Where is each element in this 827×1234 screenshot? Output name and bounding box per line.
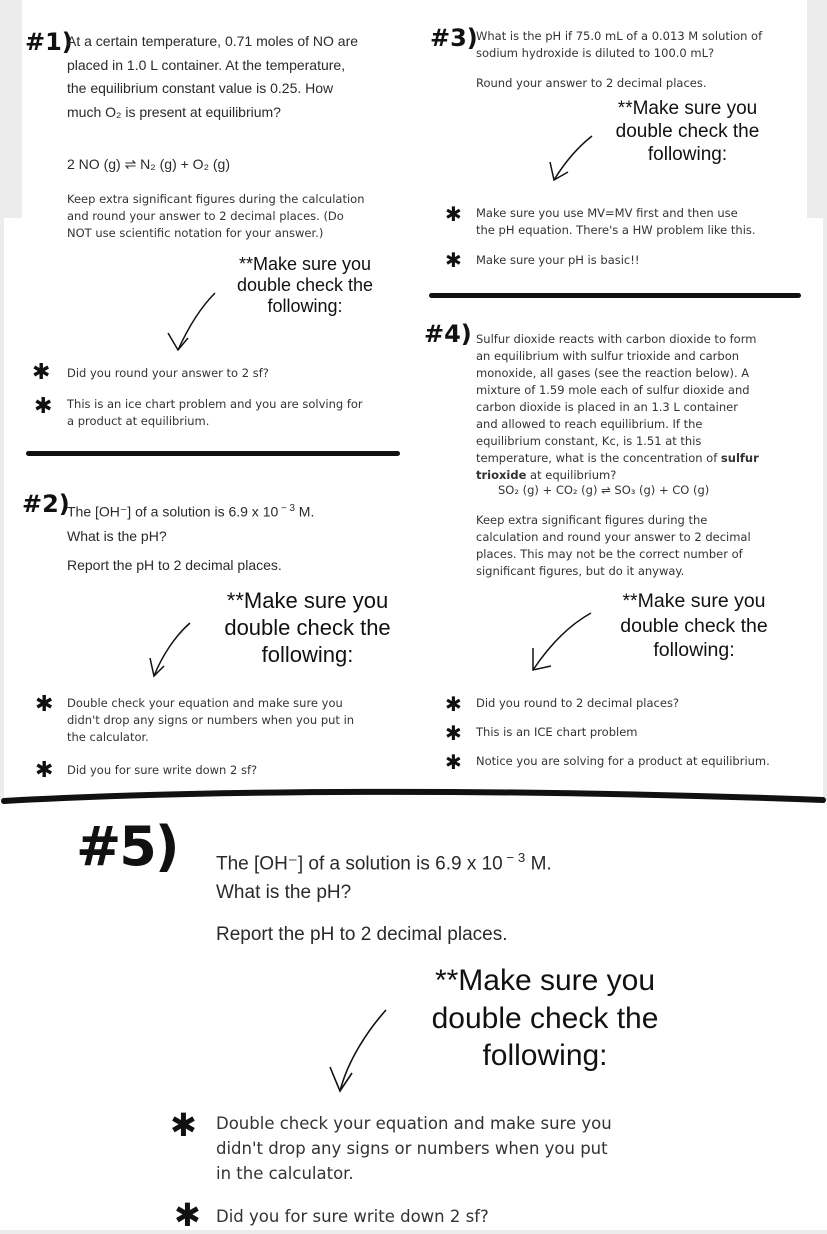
q5-check-2: Did you for sure write down 2 sf?: [216, 1207, 489, 1226]
q3-check-1: Make sure you use MV=MV first and then use the pH equation. There's a HW problem like this.: [476, 206, 756, 237]
q2-question: The [OH⁻] of a solution is 6.9 x 10 $^{- 3}$ M. What is the pH?: [67, 503, 315, 544]
q4-number: #4): [424, 320, 472, 348]
q2-check-2: Did you for sure write down 2 sf?: [67, 763, 258, 777]
asterisk-check-icon: ✱: [170, 1106, 197, 1144]
q5-question: The [OH⁻] of a solution is 6.9 x 10 $^{- 3}$ M. What is the pH?: [216, 850, 552, 904]
q3-question: What is the pH if 75.0 mL of a 0.013 M solution of sodium hydroxide is diluted to 100.0 mL?: [476, 29, 763, 60]
q4-reaction: SO₂ (g) + CO₂ (g) ⇌ SO₃ (g) + CO (g): [498, 483, 710, 497]
asterisk-check-icon: ✱: [32, 360, 51, 385]
asterisk-check-icon: ✱: [445, 202, 462, 226]
hand-drawn-arrow-icon: [540, 132, 600, 187]
q1-question: At a certain temperature, 0.71 moles of NO are placed in 1.0 L container. At the temperature, the equilibrium constant value is 0.25. How much O₂ is present at equilibrium?: [67, 33, 359, 120]
q2-instructions: Report the pH to 2 decimal places.: [67, 557, 282, 573]
q4-check-3: Notice you are solving for a product at equilibrium.: [476, 754, 770, 768]
q1-instructions: Keep extra significant figures during the calculation and round your answer to 2 decimal places. (Do NOT use scientific notation for your answer.): [67, 192, 365, 240]
asterisk-check-icon: ✱: [174, 1196, 201, 1234]
q5-number: #5): [76, 815, 178, 878]
q5-check-1: Double check your equation and make sure you didn't drop any signs or numbers when you put in the calculator.: [216, 1114, 612, 1183]
q5-instructions: Report the pH to 2 decimal places.: [216, 924, 508, 945]
q1-number: #1): [25, 28, 73, 56]
asterisk-check-icon: ✱: [34, 394, 53, 419]
q2-number: #2): [22, 490, 70, 518]
asterisk-check-icon: ✱: [35, 758, 54, 783]
q2-double-check-note: **Make sure you double check the following:: [224, 588, 391, 667]
asterisk-check-icon: ✱: [445, 750, 462, 774]
q1-check-2: This is an ice chart problem and you are solving for a product at equilibrium.: [67, 397, 363, 428]
hand-drawn-arrow-icon: [140, 618, 210, 683]
q4-question: Sulfur dioxide reacts with carbon dioxide to form an equilibrium with sulfur trioxide and carbon monoxide, all gases (see the reaction below). A mixture of 1.59 mole each of sulfur dioxide and carbon dioxide is placed in an 1.3 L container and allowed to reach equilibrium. If the equilibrium constant, Kc, is 1.51 at this temperature, what is the concentration of sulfur trioxide at equilibrium?: [476, 332, 759, 482]
q3-check-2: Make sure your pH is basic!!: [476, 253, 640, 267]
q4-instructions: Keep extra significant figures during the calculation and round your answer to 2 decimal places. This may not be the correct number of significant figures, but do it anyway.: [476, 513, 751, 578]
hand-drawn-arrow-icon: [525, 608, 597, 674]
asterisk-check-icon: ✱: [445, 248, 462, 272]
q2-check-1: Double check your equation and make sure you didn't drop any signs or numbers when you put in the calculator.: [67, 696, 355, 744]
asterisk-check-icon: ✱: [445, 721, 462, 745]
q1-double-check-note: **Make sure you double check the following:: [236, 254, 374, 316]
divider: [0, 786, 827, 816]
q4-double-check-note: **Make sure you double check the following:: [620, 590, 768, 661]
q3-number: #3): [430, 24, 478, 52]
q5-double-check-note: **Make sure you double check the following:: [431, 964, 659, 1072]
asterisk-check-icon: ✱: [445, 692, 462, 716]
q4-check-2: This is an ICE chart problem: [476, 725, 638, 739]
hand-drawn-arrow-icon: [318, 1005, 393, 1095]
q1-check-1: Did you round your answer to 2 sf?: [67, 366, 269, 380]
hand-drawn-arrow-icon: [160, 288, 230, 358]
q1-reaction: 2 NO (g) ⇌ N₂ (g) + O₂ (g): [67, 156, 231, 172]
q3-instructions: Round your answer to 2 decimal places.: [476, 76, 707, 90]
divider: [429, 293, 801, 298]
q3-double-check-note: **Make sure you double check the following:: [615, 98, 760, 165]
divider: [26, 451, 400, 456]
q4-check-1: Did you round to 2 decimal places?: [476, 696, 680, 710]
asterisk-check-icon: ✱: [35, 692, 54, 717]
